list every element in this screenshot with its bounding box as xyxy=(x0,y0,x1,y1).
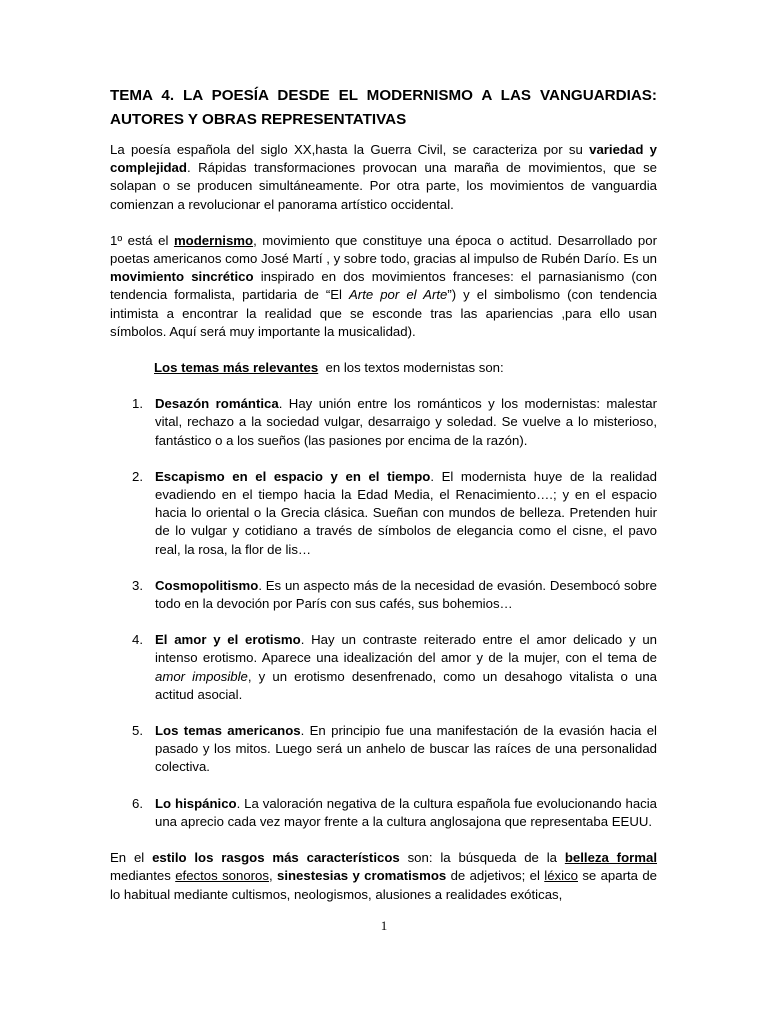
list-item-italic: amor imposible xyxy=(155,668,248,684)
page-title xyxy=(110,84,657,132)
estilo-bold-underline: belleza formal xyxy=(564,850,657,866)
temas-heading-text: en los textos modernistas son: xyxy=(318,360,504,376)
estilo-text-5: de adjetivos; el xyxy=(446,868,545,884)
estilo-bold-1: estilo los rasgos más característicos xyxy=(152,850,400,866)
temas-heading-underline: Los temas más relevantes xyxy=(154,360,319,376)
list-item xyxy=(110,577,657,613)
temas-list xyxy=(110,395,657,831)
estilo-underline-1: efectos sonoros xyxy=(175,868,269,884)
list-item xyxy=(110,631,657,704)
modernismo-text-2: , movimiento que constituye una época o actitud. Desarrollado por poetas americanos como José Martí , y sobre todo, gracias al impulso de Rubén Darío. Es un xyxy=(110,232,657,267)
list-item-text: . Hay un contraste reiterado entre el amor delicado y un intenso erotismo. Aparece una idealización del amor y de la mujer, con el tema de xyxy=(155,632,657,666)
estilo-paragraph xyxy=(110,849,657,904)
title-line-1: TEMA 4. LA POESÍA DESDE EL MODERNISMO A LAS VANGUARDIAS: xyxy=(110,87,657,104)
list-item-number: 1. xyxy=(132,396,143,412)
list-item xyxy=(110,395,657,450)
intro-text-2: . Rápidas transformaciones provocan una maraña de movimientos, que se solapan o se producen simultáneamente. Por otra parte, los movimientos de vanguardia comienzan a revolucionar el panorama artístico occidental. xyxy=(110,160,657,212)
modernismo-text-1: 1º está el xyxy=(110,232,174,248)
list-item-title: Escapismo en el espacio y en el tiempo xyxy=(155,468,431,484)
page-number: 1 xyxy=(380,918,388,933)
modernismo-paragraph xyxy=(110,232,657,341)
modernismo-text-3: inspirado en dos movimientos franceses: el parnasianismo (con tendencia formalista, partidaria de “El xyxy=(110,269,657,303)
list-item-title: El amor y el erotismo xyxy=(155,632,301,648)
estilo-text-3: mediantes xyxy=(110,868,176,884)
estilo-text-6: se aparta de lo habitual mediante cultismos, neologismos, alusiones a realidades exóticas, xyxy=(110,868,658,902)
list-item-text: . Hay unión entre los románticos y los modernistas: malestar vital, rechazo a la sociedad vulgar, desarraigo y soledad. Se vuelve a lo misterioso, fantástico o a los sueños (las pasiones por encima de la razón). xyxy=(155,396,657,448)
estilo-bold-2: sinestesias y cromatismos xyxy=(277,868,447,884)
list-item-title: Desazón romántica xyxy=(155,396,279,412)
page-content xyxy=(110,84,657,904)
list-item xyxy=(110,468,657,559)
modernismo-bold: movimiento sincrético xyxy=(110,269,254,285)
list-item-title: Lo hispánico xyxy=(155,795,237,811)
list-item-number: 2. xyxy=(132,468,143,484)
list-item-number: 6. xyxy=(132,795,143,811)
list-item-text: . Es un aspecto más de la necesidad de evasión. Desembocó sobre todo en la devoción por París con sus cafés, sus bohemios… xyxy=(155,577,657,612)
modernismo-text-4: ”) y el simbolismo (con tendencia intimista a encontrar la realidad que se esconde tras las apariencias ,para ello usan símbolos. Aquí será muy importante la musicalidad). xyxy=(110,287,657,339)
list-item-text: . La valoración negativa de la cultura española fue evolucionando hacia una aprecio cada vez mayor frente a la cultura anglosajona que representaba EEUU. xyxy=(155,795,658,829)
intro-text-1: La poesía española del siglo XX,hasta la Guerra Civil, se caracteriza por su xyxy=(110,142,590,157)
estilo-text-4: , xyxy=(268,868,277,884)
title-line-2: AUTORES Y OBRAS REPRESENTATIVAS xyxy=(110,111,407,128)
list-item-number: 5. xyxy=(132,723,143,739)
intro-bold-1: variedad y complejidad xyxy=(110,142,657,176)
list-item-title: Cosmopolitismo xyxy=(155,577,259,593)
list-item xyxy=(110,795,657,831)
list-item-number: 4. xyxy=(132,632,143,648)
estilo-underline-2: léxico xyxy=(544,868,578,884)
list-item-title: Los temas americanos xyxy=(155,723,301,739)
modernismo-underline: modernismo xyxy=(173,232,254,248)
list-item-text: . El modernista huye de la realidad evadiendo en el tiempo hacia la Edad Media, el Renacimiento….; y en el espacio hacia lo oriental o la Grecia clásica. Sueñan con mundos de belleza. Pretenden huir de lo vulgar y cotidiano a través de símbolos de elegancia como el cisne, el pavo real, la rosa, la flor de lis… xyxy=(155,468,658,557)
intro-paragraph xyxy=(110,141,657,214)
estilo-text-1: En el xyxy=(110,850,153,866)
temas-heading xyxy=(154,359,657,377)
list-item-text: . En principio fue una manifestación de la evasión hacia el pasado y los mitos. Luego será un anhelo de buscar las raíces de una personalidad colectiva. xyxy=(155,723,657,775)
list-item-text-2: , y un erotismo desenfrenado, como un desahogo vitalista o una actitud asocial. xyxy=(155,668,657,702)
modernismo-italic: Arte por el Arte xyxy=(349,287,448,303)
list-item xyxy=(110,722,657,777)
estilo-text-2: son: la búsqueda de la xyxy=(399,850,565,866)
list-item-number: 3. xyxy=(132,577,143,593)
